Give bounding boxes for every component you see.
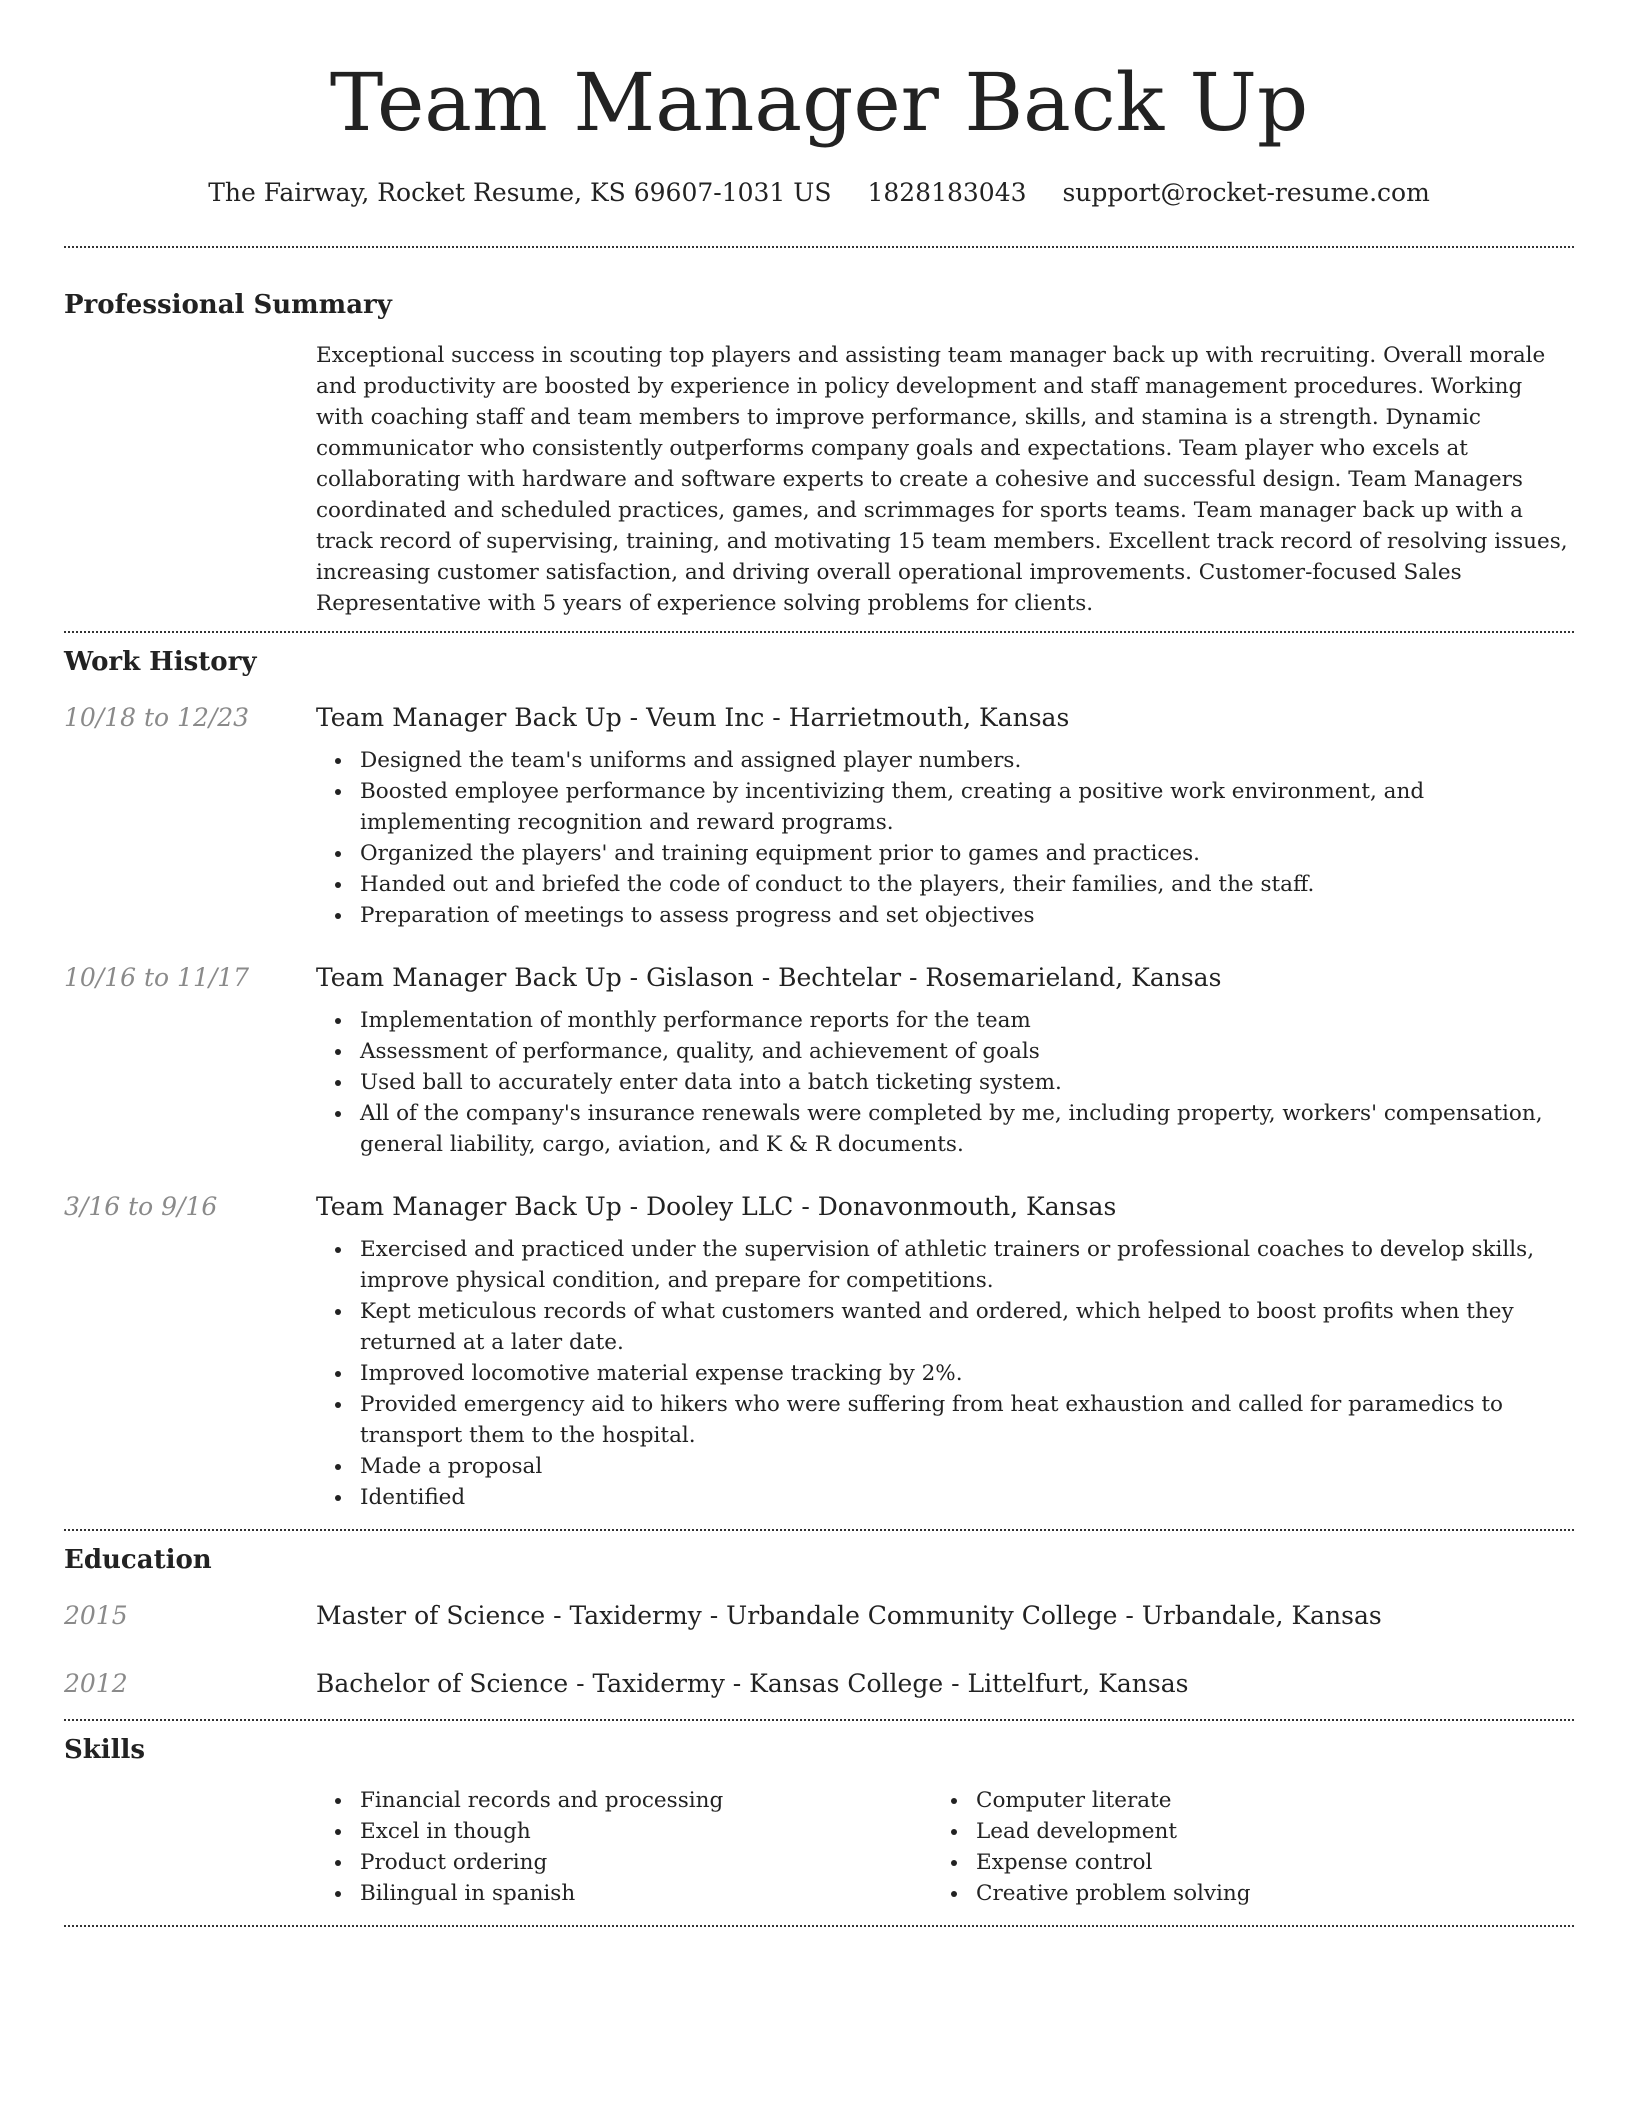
list-item: Handed out and briefed the code of conduct to the players, their families, and the staff. [360, 869, 1574, 900]
list-item: Provided emergency aid to hikers who were suffering from heat exhaustion and called for paramedics to transport them to the hospital. [360, 1389, 1574, 1451]
skill-item: Financial records and processing [360, 1785, 932, 1816]
education-title: Master of Science - Taxidermy - Urbandale Community College - Urbandale, Kansas [316, 1601, 1382, 1630]
job-dates: 10/18 to 12/23 [64, 703, 250, 732]
education-entry [64, 1667, 1574, 1701]
skills-list-left [316, 1785, 932, 1909]
work-history-section [64, 645, 1574, 1513]
skill-item: Lead development [976, 1816, 1548, 1847]
skill-item: Bilingual in spanish [360, 1878, 932, 1909]
contact-address: The Fairway, Rocket Resume, KS 69607-1031 US [208, 178, 832, 207]
list-item: Assessment of performance, quality, and achievement of goals [360, 1036, 1574, 1067]
divider [64, 631, 1574, 633]
contact-phone: 1828183043 [867, 178, 1027, 207]
skill-item: Product ordering [360, 1847, 932, 1878]
skill-item: Computer literate [976, 1785, 1548, 1816]
job-entry [64, 701, 1574, 931]
skills-columns [316, 1785, 1574, 1909]
list-item: All of the company's insurance renewals were completed by me, including property, workers' compensation, general liability, cargo, aviation, and K & R documents. [360, 1098, 1574, 1160]
work-history-heading: Work History [64, 647, 257, 677]
contact-email: support@rocket-resume.com [1062, 178, 1430, 207]
skill-item: Excel in though [360, 1816, 932, 1847]
list-item: Made a proposal [360, 1451, 1574, 1482]
job-dates: 3/16 to 9/16 [64, 1192, 218, 1221]
summary-heading: Professional Summary [64, 290, 392, 320]
divider [64, 1529, 1574, 1531]
summary-text: Exceptional success in scouting top players and assisting team manager back up with recruiting. Overall morale and productivity are boosted by experience in policy development and staff management procedures. Working with coaching staff and team members to improve performance, skills, and stamina is a strength. Dynamic communicator who consistently outperforms company goals and expectations. Team player who excels at collaborating with hardware and software experts to create a cohesive and successful design. Team Managers coordinated and scheduled practices, games, and scrimmages for sports teams. Team manager back up with a track record of supervising, training, and motivating 15 team members. Excellent track record of resolving issues, increasing customer satisfaction, and driving overall operational improvements. Customer-focused Sales Representative with 5 years of experience solving problems for clients. [316, 343, 1568, 616]
skills-section [64, 1733, 1574, 1909]
job-entry [64, 1190, 1574, 1513]
job-title: Team Manager Back Up - Dooley LLC - Donavonmouth, Kansas [316, 1192, 1117, 1221]
list-item: Preparation of meetings to assess progress and set objectives [360, 900, 1574, 931]
list-item: Used ball to accurately enter data into a batch ticketing system. [360, 1067, 1574, 1098]
resume-page [64, 0, 1574, 1927]
summary-section [64, 288, 1574, 619]
divider [64, 1719, 1574, 1721]
list-item: Organized the players' and training equipment prior to games and practices. [360, 838, 1574, 869]
education-section [64, 1543, 1574, 1701]
skill-item: Creative problem solving [976, 1878, 1548, 1909]
list-item: Implementation of monthly performance reports for the team [360, 1005, 1574, 1036]
education-heading: Education [64, 1545, 212, 1575]
list-item: Improved locomotive material expense tracking by 2%. [360, 1358, 1574, 1389]
education-title: Bachelor of Science - Taxidermy - Kansas College - Littelfurt, Kansas [316, 1669, 1189, 1698]
job-bullets [316, 745, 1574, 931]
list-item: Designed the team's uniforms and assigned player numbers. [360, 745, 1574, 776]
skill-item: Expense control [976, 1847, 1548, 1878]
divider [64, 246, 1574, 248]
contact-line [64, 176, 1574, 210]
education-year: 2012 [64, 1669, 128, 1698]
list-item: Identified [360, 1482, 1574, 1513]
skills-list-right [932, 1785, 1548, 1909]
list-item: Exercised and practiced under the supervision of athletic trainers or professional coaches to develop skills, improve physical condition, and prepare for competitions. [360, 1234, 1574, 1296]
education-year: 2015 [64, 1601, 128, 1630]
job-dates: 10/16 to 11/17 [64, 963, 250, 992]
divider [64, 1925, 1574, 1927]
job-entry [64, 961, 1574, 1160]
job-title: Team Manager Back Up - Veum Inc - Harrietmouth, Kansas [316, 703, 1070, 732]
candidate-name: Team Manager Back Up [329, 56, 1309, 149]
list-item: Boosted employee performance by incentivizing them, creating a positive work environment, and implementing recognition and reward programs. [360, 776, 1574, 838]
education-entry [64, 1599, 1574, 1633]
list-item: Kept meticulous records of what customers wanted and ordered, which helped to boost profits when they returned at a later date. [360, 1296, 1574, 1358]
job-bullets [316, 1234, 1574, 1513]
skills-heading: Skills [64, 1735, 146, 1765]
job-title: Team Manager Back Up - Gislason - Bechtelar - Rosemarieland, Kansas [316, 963, 1222, 992]
job-bullets [316, 1005, 1574, 1160]
